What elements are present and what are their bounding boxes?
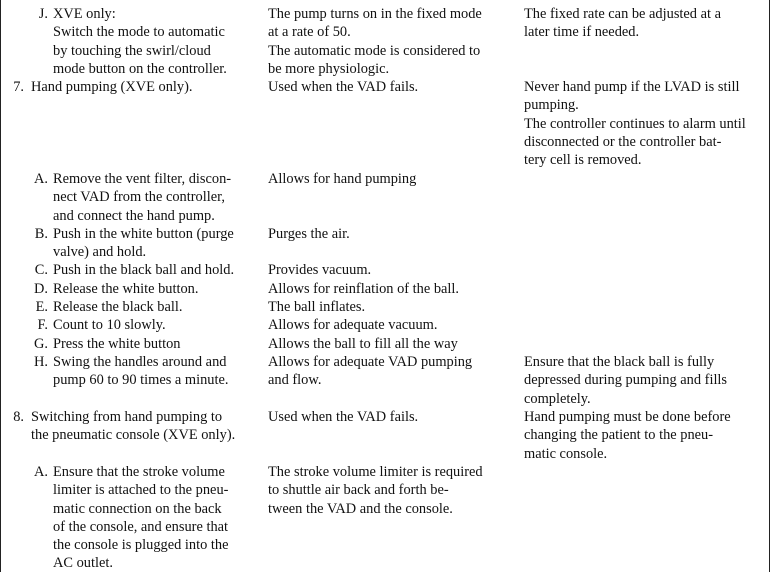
rationale-paragraph <box>268 335 521 353</box>
rationale-paragraph <box>268 316 521 334</box>
step-number: D. <box>34 281 48 297</box>
action-line: the console is plugged into the <box>53 537 229 554</box>
rationale-paragraph <box>268 5 521 42</box>
rationale-line: at a rate of 50. <box>268 24 351 41</box>
action-line: limiter is attached to the pneu- <box>53 482 229 499</box>
rationale-line: Allows for reinflation of the ball. <box>268 281 460 297</box>
rationale-paragraph <box>268 78 521 96</box>
rationale-line: Allows for hand pumping <box>268 171 417 187</box>
action-line: Release the white button. <box>53 281 199 297</box>
step-number: G. <box>34 336 48 352</box>
action-text <box>53 335 258 353</box>
rationale-paragraph <box>268 280 521 298</box>
rationale-line: Allows the ball to fill all the way <box>268 336 458 352</box>
note-line: pumping. <box>524 97 579 114</box>
note-line: matic console. <box>524 445 608 462</box>
note-line: The controller continues to alarm until <box>524 115 746 132</box>
action-line: by touching the swirl/cloud <box>53 42 211 59</box>
rationale-line: The pump turns on in the fixed mode <box>268 6 482 22</box>
step-number: H. <box>34 354 48 370</box>
note-paragraph <box>524 353 771 408</box>
action-line: mode button on the controller. <box>53 60 227 77</box>
note-line: tery cell is removed. <box>524 152 642 169</box>
action-text <box>53 316 258 334</box>
action-line: Ensure that the stroke volume <box>53 464 225 480</box>
action-line: Release the black ball. <box>53 299 183 315</box>
action-text <box>53 353 258 390</box>
action-line: Push in the black ball and hold. <box>53 262 235 278</box>
note-line: disconnected or the controller bat- <box>524 133 722 150</box>
action-line: Remove the vent filter, discon- <box>53 171 232 187</box>
rationale-line: Purges the air. <box>268 226 350 242</box>
rationale-line: The ball inflates. <box>268 299 366 315</box>
action-text <box>53 298 258 316</box>
rationale-line: tween the VAD and the console. <box>268 500 453 517</box>
step-number: E. <box>35 299 48 315</box>
note-line: The fixed rate can be adjusted at a <box>524 6 721 22</box>
action-line: Count to 10 slowly. <box>53 317 166 333</box>
action-text <box>53 5 258 78</box>
rationale-paragraph <box>268 261 521 279</box>
note-paragraph <box>524 5 771 42</box>
action-line: valve) and hold. <box>53 244 147 261</box>
rationale-paragraph <box>268 408 521 426</box>
rationale-line: be more physiologic. <box>268 60 390 77</box>
action-line: Swing the handles around and <box>53 354 227 370</box>
action-line: Press the white button <box>53 336 181 352</box>
action-text <box>31 78 257 96</box>
note-line: completely. <box>524 390 591 407</box>
action-text <box>53 463 258 573</box>
action-line: and connect the hand pump. <box>53 207 215 224</box>
action-line: Push in the white button (purge <box>53 226 234 242</box>
action-line: the pneumatic console (XVE only). <box>31 427 236 444</box>
rationale-line: Used when the VAD fails. <box>268 409 419 425</box>
rationale-line: The automatic mode is considered to <box>268 42 481 59</box>
action-line: AC outlet. <box>53 555 113 572</box>
rationale-line: Provides vacuum. <box>268 262 372 278</box>
rationale-paragraph <box>268 170 521 188</box>
rationale-line: to shuttle air back and forth be- <box>268 482 449 499</box>
action-line: of the console, and ensure that <box>53 518 229 535</box>
step-number: C. <box>34 262 48 278</box>
action-text <box>53 280 258 298</box>
action-text <box>31 408 257 445</box>
note-paragraph <box>524 408 771 463</box>
note-line: changing the patient to the pneu- <box>524 427 714 444</box>
rationale-paragraph <box>268 225 521 243</box>
action-text <box>53 225 258 262</box>
action-text <box>53 170 258 225</box>
action-text <box>53 261 258 279</box>
rationale-line: Allows for adequate VAD pumping <box>268 354 473 370</box>
action-line: pump 60 to 90 times a minute. <box>53 372 229 389</box>
action-line: Switch the mode to automatic <box>53 24 225 41</box>
note-paragraph <box>524 115 771 170</box>
action-line: matic connection on the back <box>53 500 222 517</box>
step-number: J. <box>38 6 48 22</box>
step-number: A. <box>34 171 48 187</box>
step-number: 7. <box>13 79 24 95</box>
rationale-paragraph <box>268 298 521 316</box>
note-line: Never hand pump if the LVAD is still <box>524 79 740 95</box>
action-line: XVE only: <box>53 6 116 22</box>
action-line: Hand pumping (XVE only). <box>31 79 193 95</box>
action-line: Switching from hand pumping to <box>31 409 223 425</box>
rationale-line: The stroke volume limiter is required <box>268 464 483 480</box>
step-number: B. <box>34 226 48 242</box>
rationale-line: Used when the VAD fails. <box>268 79 419 95</box>
rationale-line: Allows for adequate vacuum. <box>268 317 438 333</box>
step-number: 8. <box>13 409 24 425</box>
rationale-line: and flow. <box>268 372 322 389</box>
rationale-paragraph <box>268 353 521 390</box>
rationale-paragraph <box>268 463 521 518</box>
step-number: F. <box>37 317 48 333</box>
step-number: A. <box>34 464 48 480</box>
note-line: later time if needed. <box>524 24 640 41</box>
rationale-paragraph <box>268 42 521 79</box>
note-line: Hand pumping must be done before <box>524 409 731 425</box>
note-paragraph <box>524 78 771 115</box>
note-line: depressed during pumping and fills <box>524 372 728 389</box>
note-line: Ensure that the black ball is fully <box>524 354 715 370</box>
action-line: nect VAD from the controller, <box>53 189 225 206</box>
